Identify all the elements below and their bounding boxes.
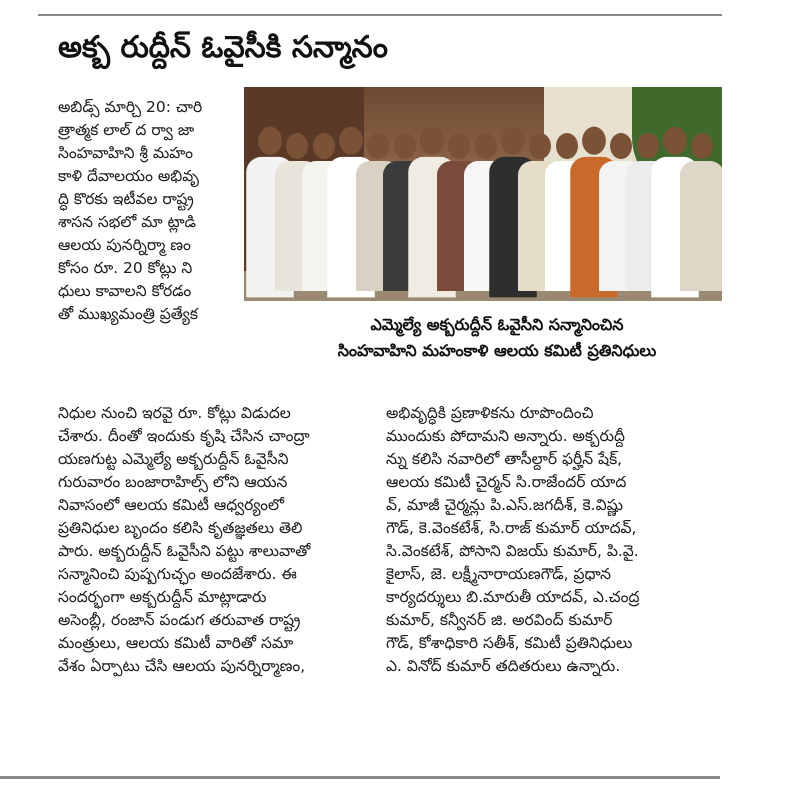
article-text-line: వేశం ఏర్పాటు చేసి ఆలయ పునర్నిర్మాణం,	[58, 657, 306, 675]
photo-caption	[272, 312, 722, 364]
article-headline: అక్బ రుద్దీన్ ఓవైసీకి సన్మానం	[58, 30, 388, 65]
bottom-divider	[0, 776, 720, 779]
article-text-line: చేశారు. దీంతో ఇందుకు కృషి చేసిన చాంద్రా	[58, 427, 310, 445]
article-text-line: ద్ధి కొరకు ఇటీవల రాష్ట్ర	[58, 190, 194, 208]
top-divider	[38, 14, 722, 16]
caption-line: సింహవాహిని మహంకాళి ఆలయ కమిటీ ప్రతినిధులు	[337, 341, 657, 360]
article-text-line: ధులు కావాలని కోరడం	[58, 282, 192, 300]
photo-person	[680, 133, 722, 291]
article-text-line: అసెంబ్లీ, రంజాన్ పండుగ తరువాత రాష్ట్ర	[58, 611, 301, 629]
article-text-line: కార్యదర్శులు బి.మారుతీ యాదవ్, ఎ.చంద్ర	[386, 588, 640, 606]
article-text-line: అబిడ్స్ మార్చి 20: చారి	[58, 98, 203, 116]
article-text-line: శాసన సభలో మా ట్లాడి	[58, 213, 196, 231]
article-text-line: ముందుకు పోదామని అన్నారు. అక్బరుద్దీ	[386, 427, 625, 445]
article-column-3	[386, 402, 702, 678]
article-text-line: సందర్భంగా అక్బరుద్దీన్ మాట్లాడారు	[58, 588, 267, 606]
article-column-1	[58, 96, 254, 326]
article-text-line: ఎ. వినోద్ కుమార్ తదితరులు ఉన్నారు.	[386, 657, 621, 675]
article-text-line: ఆలయ కమిటీ చైర్మన్ సి.రాజేందర్ యాద	[386, 473, 627, 491]
article-text-line: ఆలయ పునర్నిర్మా ణం	[58, 236, 191, 254]
article-text-line: త్రాత్మక లాల్ ద ర్వా జా	[58, 121, 195, 139]
article-text-line: మంత్రులు, ఆలయ కమిటీ వారితో సమా	[58, 634, 294, 652]
article-text-line: అభివృద్ధికి ప్రణాళికను రూపొందించి	[386, 404, 594, 422]
article-text-line: న్ను కలిసి నవారిలో తాసీల్దార్ ఫర్హీన్ షేక్,	[386, 450, 623, 468]
article-text-line: నివాసంలో ఆలయ కమిటీ ఆధ్వర్యంలో	[58, 496, 284, 514]
article-text-line: సింహవాహిని శ్రీ మహం	[58, 144, 193, 162]
article-column-2	[58, 402, 374, 678]
article-text-line: కైలాస్, జె. లక్ష్మీనారాయణగౌడ్, ప్రధాన	[386, 565, 612, 583]
article-text-line: కోసం రూ. 20 కోట్లు ని	[58, 259, 193, 277]
article-text-line: కాళి దేవాలయం అభివృ	[58, 167, 199, 185]
article-text-line: గౌడ్, కోశాధికారి సతీశ్, కమిటీ ప్రతినిధులు	[386, 634, 633, 652]
article-text-line: సన్మానించి పుష్పగుచ్ఛం అందజేశారు. ఈ	[58, 565, 297, 583]
article-text-line: ప్రతినిధుల బృందం కలిసి కృతజ్ఞతలు తెలి	[58, 519, 303, 537]
article-text-line: పారు. అక్బరుద్దీన్ ఓవైసీని పట్టు శాలువాతో	[58, 542, 311, 560]
article-text-line: సి.వెంకటేశ్, పోసాని విజయ్ కుమార్, పి.వై.	[386, 542, 639, 560]
article-text-line: కుమార్, కన్వీనర్ జి. అరవింద్ కుమార్	[386, 611, 613, 629]
article-text-line: వ్, మాజీ చైర్మన్లు పి.ఎస్.జగదీశ్, కె.విష్ణు	[386, 496, 624, 514]
article-text-line: యణగుట్ట ఎమ్మెల్యే అక్బరుద్దీన్ ఓవైసీని	[58, 450, 289, 468]
article-text-line: గురువారం బంజారాహిల్స్ లోని ఆయన	[58, 473, 288, 491]
caption-line: ఎమ్మెల్యే అక్బరుద్దీన్ ఓవైసీని సన్మానించిన	[370, 315, 624, 334]
article-text-line: నిధుల నుంచి ఇరవై రూ. కోట్లు విడుదల	[58, 404, 291, 422]
article-photo	[244, 87, 722, 301]
article-text-line: గౌడ్, కె.వెంకటేశ్, సి.రాజ్ కుమార్ యాదవ్,	[386, 519, 637, 537]
article-text-line: తో ముఖ్యమంత్రి ప్రత్యేక	[58, 305, 198, 323]
